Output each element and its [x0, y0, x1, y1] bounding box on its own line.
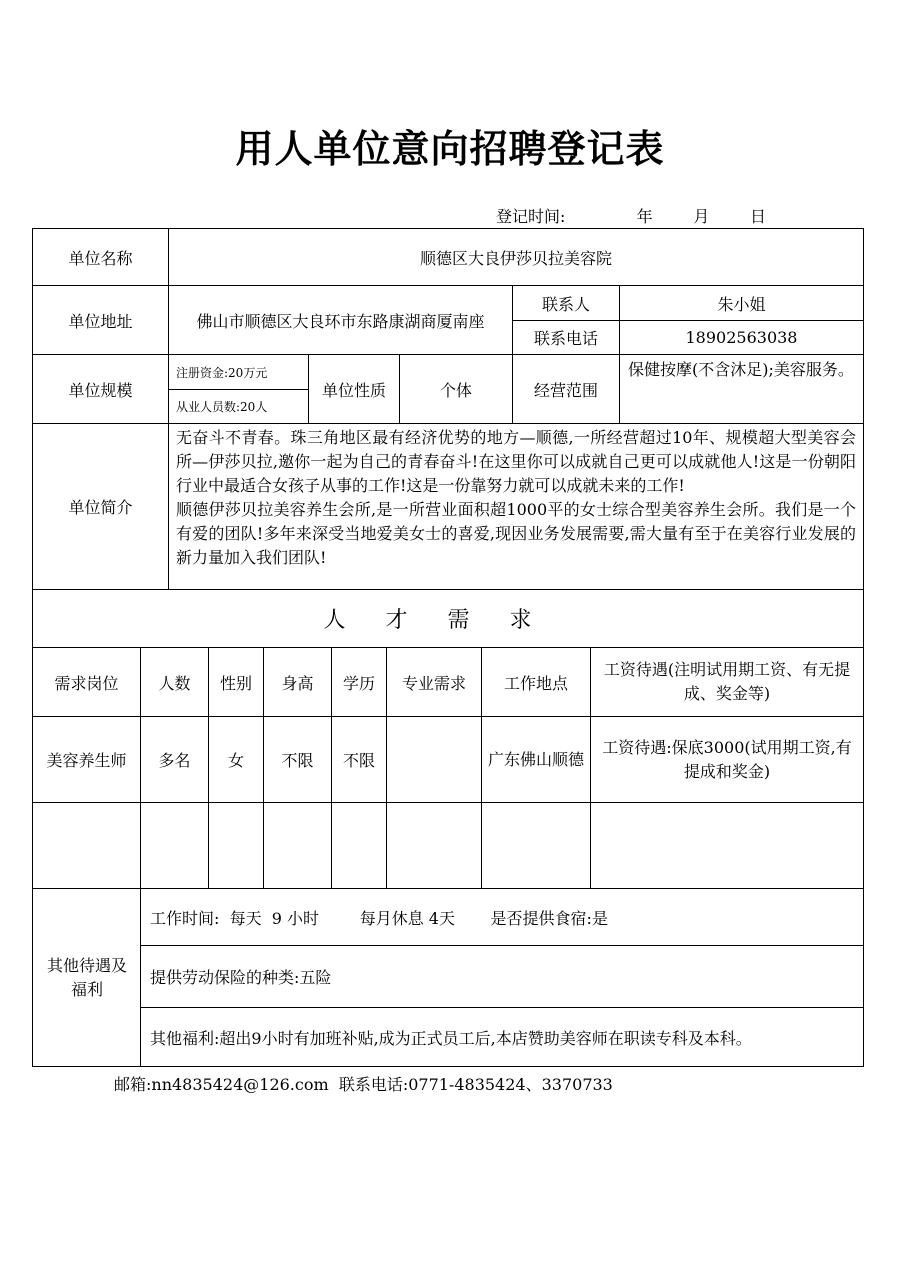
row1-location: 广东佛山顺德 [488, 749, 585, 769]
talent-section-title: 人才需求 [323, 608, 572, 633]
benefits-label: 其他待遇及福利 [46, 955, 127, 999]
business-scope-label: 经营范围 [533, 380, 598, 400]
row2-position[interactable] [33, 803, 140, 888]
contact-person-label: 联系人 [541, 294, 590, 314]
unit-name-value: 顺德区大良伊莎贝拉美容院 [419, 248, 612, 268]
row1-salary: 工资待遇:保底3000(试用期工资,有提成和奖金) [602, 737, 852, 781]
registration-date-line [496, 204, 766, 227]
row1-education: 不限 [342, 751, 375, 770]
month-label: 月 [693, 207, 710, 226]
row2-salary[interactable] [591, 803, 863, 888]
header-education: 学历 [342, 673, 375, 693]
row2-height[interactable] [264, 803, 331, 888]
header-location: 工作地点 [503, 673, 568, 693]
unit-intro-text [176, 426, 856, 570]
unit-scale-label: 单位规模 [68, 380, 133, 400]
row1-position: 美容养生师 [46, 751, 127, 770]
header-gender: 性别 [219, 673, 252, 693]
benefits-work-time: 工作时间: 每天 9 小时 每月休息 4天 是否提供食宿:是 [150, 908, 608, 928]
contact-person-value: 朱小姐 [717, 294, 766, 314]
unit-nature-value: 个体 [439, 380, 472, 400]
unit-address-value: 佛山市顺德区大良环市东路康湖商厦南座 [196, 311, 485, 331]
benefits-insurance: 提供劳动保险的种类:五险 [150, 968, 332, 987]
unit-intro-label: 单位简介 [68, 498, 133, 517]
row2-major[interactable] [387, 803, 481, 888]
header-count: 人数 [158, 673, 191, 693]
contact-phone-label: 联系电话 [533, 329, 598, 348]
contact-phone-value: 18902563038 [685, 328, 798, 347]
footer-contact: 邮箱:nn4835424@126.com 联系电话:0771-4835424、3370733 [114, 1075, 613, 1094]
row1-height: 不限 [281, 751, 314, 770]
business-scope-value: 保健按摩(不含沐足);美容服务。 [628, 360, 854, 379]
row2-education[interactable] [332, 803, 386, 888]
row1-count: 多名 [158, 751, 191, 770]
form-title: 用人单位意向招聘登记表 [235, 127, 665, 171]
intro-paragraph: 无奋斗不青春。珠三角地区最有经济优势的地方—顺德,一所经营超过10年、规模超大型美容会所—伊莎贝拉,邀你一起为自己的青春奋斗!在这里你可以成就自己更可以成就他人!这是一份朝阳行业中最适合女孩子从事的工作!这是一份靠努力就可以成就未来的工作! [176, 428, 856, 495]
header-major: 专业需求 [401, 673, 466, 693]
registered-capital: 注册资金:20万元 [176, 365, 268, 380]
unit-address-label: 单位地址 [68, 311, 133, 331]
registration-date-label: 登记时间: [496, 207, 566, 226]
header-height: 身高 [281, 673, 314, 693]
day-label: 日 [750, 207, 767, 226]
unit-name-label: 单位名称 [68, 248, 133, 268]
year-label: 年 [636, 207, 653, 226]
row1-gender: 女 [227, 751, 244, 770]
row1-major [387, 717, 481, 802]
header-salary: 工资待遇(注明试用期工资、有无提成、奖金等) [603, 660, 851, 703]
staff-count: 从业人员数:20人 [176, 400, 268, 414]
table-border-bottom [32, 1066, 864, 1067]
benefits-other: 其他福利:超出9小时有加班补贴,成为正式员工后,本店赞助美容师在职读专科及本科。 [150, 1028, 752, 1048]
row2-gender[interactable] [209, 803, 263, 888]
unit-nature-label: 单位性质 [321, 380, 386, 400]
row2-count[interactable] [141, 803, 208, 888]
header-position: 需求岗位 [54, 673, 119, 693]
intro-paragraph: 顺德伊莎贝拉美容养生会所,是一所营业面积超1000平的女士综合型美容养生会所。我们是一个有爱的团队!多年来深受当地爱美女士的喜爱,现因业务发展需要,需大量有至于在美容行业发展的新力量加入我们团队! [176, 500, 856, 567]
row2-location[interactable] [482, 803, 590, 888]
